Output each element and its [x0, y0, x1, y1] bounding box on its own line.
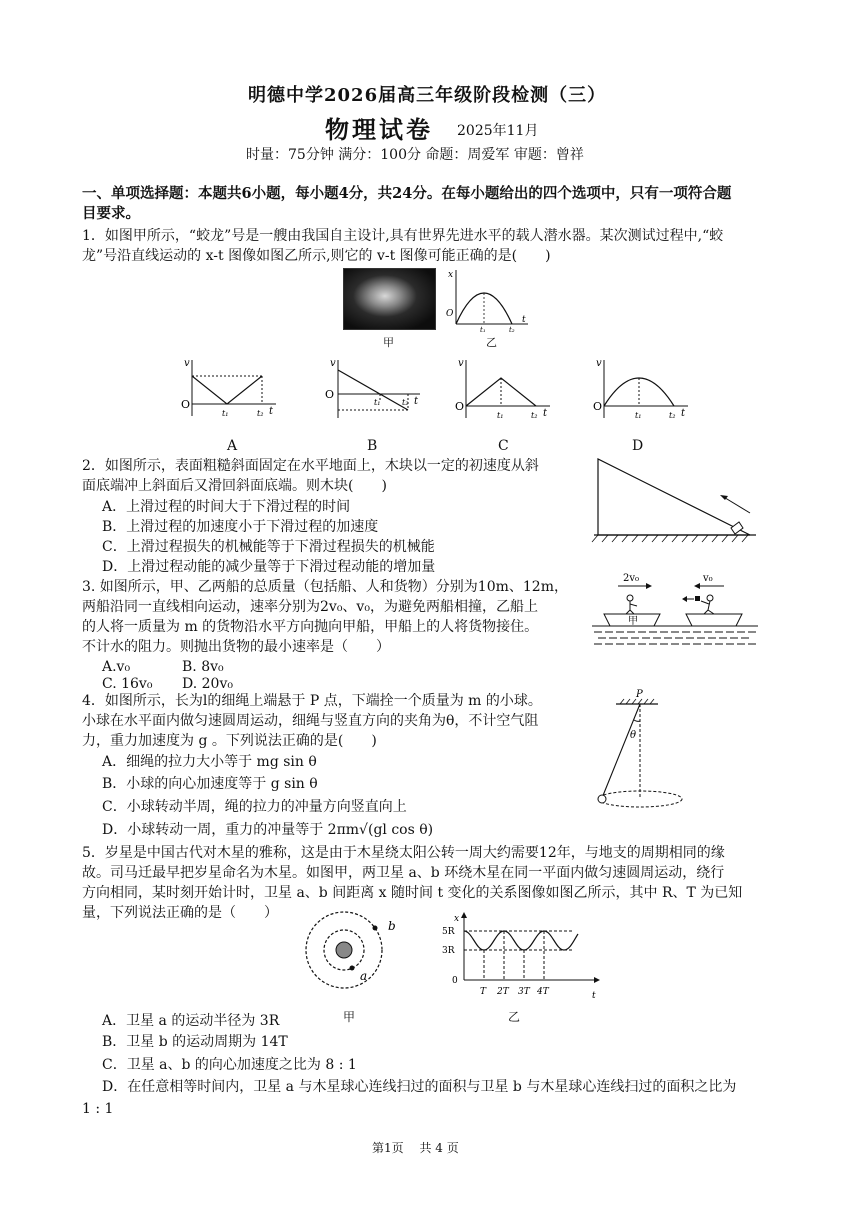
q5-graph-origin: 0: [452, 976, 458, 986]
q1-b-axis-t: t: [414, 396, 419, 407]
q1-b-t1: t₁: [374, 398, 381, 407]
q4-option-a: A．细绳的拉力大小等于 mg sin θ: [102, 754, 317, 770]
q4-option-d: D．小球转动一周，重力的冲量等于 2πm√(gl cos θ): [102, 822, 434, 838]
q1-line1: 1．如图甲所示，“蛟龙”号是一艘由我国自主设计,具有世界先进水平的载人潜水器。某次测试过程中,“蛟: [82, 228, 724, 244]
q1-line2: 龙”号沿直线运动的 x-t 图像如图乙所示,则它的 v-t 图像可能正确的是( ): [82, 248, 551, 264]
section-heading-line2: 目要求。: [82, 205, 140, 222]
q1-d-t2: t₂: [669, 411, 676, 420]
q1-option-d-label: D: [632, 438, 644, 454]
exam-date: 2025年11月: [457, 123, 539, 139]
q1-a-axis-v: v: [184, 358, 190, 369]
q4-fig-p: P: [636, 689, 643, 700]
q5-line4: 量，下列说法正确的是（ ）: [82, 905, 278, 921]
q5-fig-jia-label: 甲: [343, 1010, 356, 1024]
q5-graph-tick-4t: 4T: [537, 987, 549, 997]
q3-line1: 3. 如图所示，甲、乙两船的总质量（包括船、人和货物）分别为10m、12m，: [82, 579, 568, 595]
q1-c-axis-t: t: [543, 408, 548, 419]
q5-fig-b: b: [388, 919, 396, 933]
q1-xt-origin: O: [446, 309, 454, 319]
q5-orbit-diagram: [298, 910, 408, 1020]
q1-b-origin: O: [325, 388, 335, 401]
q5-option-c: C．卫星 a、b 的向心加速度之比为 8 : 1: [102, 1057, 357, 1073]
q3-fig-boat-jia: 甲: [628, 616, 638, 627]
q1-xt-axis-x: x: [448, 270, 454, 280]
q1-c-t2: t₂: [531, 411, 538, 420]
q5-graph-tick-2t: 2T: [497, 987, 509, 997]
q5-option-b: B．卫星 b 的运动周期为 14T: [102, 1034, 288, 1050]
q1-c-t1: t₁: [497, 411, 504, 420]
q5-option-d-continued: 1 : 1: [82, 1101, 114, 1117]
q1-option-b-label: B: [367, 438, 378, 454]
q3-line3: 的人将一质量为 m 的货物沿水平方向抛向甲船，甲船上的人将货物接住。: [82, 619, 539, 635]
q4-option-b: B．小球的向心加速度等于 g sin θ: [102, 776, 318, 792]
q2-line1: 2．如图所示，表面粗糙斜面固定在水平地面上，木块以一定的初速度从斜: [82, 458, 539, 474]
q5-graph-axis-t: t: [592, 991, 596, 1001]
q5-distance-graph: [434, 910, 604, 1005]
q1-b-axis-v: v: [330, 358, 336, 369]
q4-line2: 小球在水平面内做匀速圆周运动，细绳与竖直方向的夹角为θ，不计空气阻: [82, 713, 539, 729]
q2-line2: 面底端冲上斜面后又滑回斜面底端。则木块( ): [82, 478, 387, 494]
q1-fig-yi-label: 乙: [486, 336, 497, 349]
q5-fig-yi-label: 乙: [508, 1010, 521, 1024]
q3-fig-v1: 2v₀: [623, 573, 640, 584]
q1-a-origin: O: [181, 398, 191, 411]
q1-a-t2: t₂: [257, 409, 264, 418]
q1-d-origin: O: [593, 400, 603, 413]
q2-option-b: B．上滑过程的加速度小于下滑过程的加速度: [102, 519, 379, 535]
q2-option-a: A．上滑过程的时间大于下滑过程的时间: [102, 499, 351, 515]
submersible-photo: [343, 268, 436, 330]
q3-option-d: D. 20v₀: [182, 676, 233, 692]
q1-a-axis-t: t: [269, 406, 274, 417]
q5-graph-3r: 3R: [442, 946, 455, 956]
q1-xt-t1: t₁: [480, 326, 486, 332]
q1-option-c-graph: [452, 356, 554, 422]
q1-xt-axis-t: t: [522, 315, 526, 325]
q1-xt-graph: [440, 266, 530, 332]
q3-option-a: A.v₀: [102, 659, 131, 675]
q1-option-d-graph: [590, 356, 692, 422]
q5-option-d: D．在任意相等时间内，卫星 a 与木星球心连线扫过的面积与卫星 b 与木星球心连线扫过的面积之比为: [102, 1079, 737, 1095]
q3-option-b: B. 8v₀: [182, 659, 224, 675]
q1-d-axis-t: t: [681, 408, 686, 419]
q4-fig-theta: θ: [630, 730, 637, 741]
q1-option-a-label: A: [227, 438, 238, 454]
q3-line2: 两船沿同一直线相向运动，速率分别为2v₀、v₀，为避免两船相撞，乙船上: [82, 599, 538, 615]
q4-line3: 力，重力加速度为 g 。下列说法正确的是( ): [82, 733, 377, 749]
q3-option-c: C. 16v₀: [102, 676, 153, 692]
section-heading-line1: 一、单项选择题：本题共6小题，每小题4分，共24分。在每小题给出的四个选项中，只有一项符合题: [82, 185, 732, 202]
q1-a-t1: t₁: [222, 409, 229, 418]
q5-graph-tick-t: T: [480, 987, 487, 997]
q5-option-a: A．卫星 a 的运动半径为 3R: [102, 1013, 280, 1029]
exam-info: 时量：75分钟 满分：100分 命题：周爱军 审题：曾祥: [246, 147, 584, 163]
q1-c-origin: O: [455, 400, 465, 413]
q5-graph-axis-x: x: [454, 914, 460, 924]
q5-line2: 故。司马迁最早把岁星命名为木星。如图甲，两卫星 a、b 环绕木星在同一平面内做匀速圆周运动，绕行: [82, 865, 725, 881]
q2-incline-diagram: [590, 455, 760, 547]
q1-fig-jia-label: 甲: [383, 336, 394, 349]
q3-boats-diagram: [590, 568, 760, 656]
q1-option-a-graph: [178, 356, 280, 422]
q5-graph-5r: 5R: [442, 927, 455, 937]
exam-subject-title: 物理试卷: [325, 115, 433, 144]
q1-c-axis-v: v: [458, 358, 464, 369]
q1-b-t2: t₂: [402, 398, 409, 407]
q3-line4: 不计水的阻力。则抛出货物的最小速率是（ ）: [82, 639, 390, 655]
q4-line1: 4．如图所示，长为l的细绳上端悬于 P 点，下端拴一个质量为 m 的小球。: [82, 693, 542, 709]
page-footer: 第1页 共 4 页: [372, 1141, 459, 1155]
q3-fig-v2: v₀: [703, 573, 713, 584]
q1-xt-t2: t₂: [509, 326, 515, 332]
q2-option-c: C．上滑过程损失的机械能等于下滑过程损失的机械能: [102, 539, 435, 555]
q5-graph-tick-3t: 3T: [518, 987, 530, 997]
q4-option-c: C．小球转动半周，绳的拉力的冲量方向竖直向上: [102, 799, 407, 815]
q1-option-b-graph: [322, 356, 424, 422]
q1-d-axis-v: v: [596, 358, 602, 369]
q1-option-c-label: C: [498, 438, 509, 454]
q5-line3: 方向相同，某时刻开始计时，卫星 a、b 间距离 x 随时间 t 变化的关系图像如图乙所示，其中 R、T 为已知: [82, 885, 743, 901]
exam-school-title: 明德中学2026届高三年级阶段检测（三）: [248, 85, 607, 106]
q4-pendulum-diagram: [590, 686, 700, 814]
q5-fig-a: a: [360, 969, 368, 983]
q1-d-t1: t₁: [635, 411, 642, 420]
q5-line1: 5．岁星是中国古代对木星的雅称，这是由于木星绕太阳公转一周大约需要12年，与地支的周期相同的缘: [82, 845, 725, 861]
q2-option-d: D．上滑过程动能的减少量等于下滑过程动能的增加量: [102, 559, 436, 575]
